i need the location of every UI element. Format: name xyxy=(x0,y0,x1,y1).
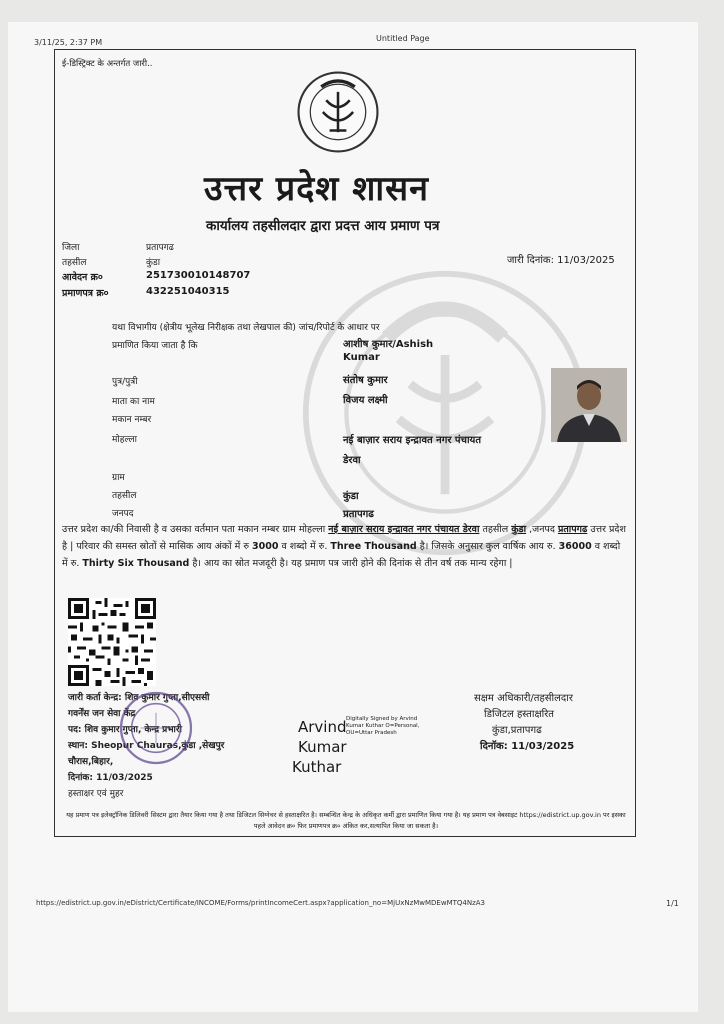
tehsil2-label: तहसील xyxy=(112,491,137,501)
signer-name-3: Kuthar xyxy=(292,758,342,776)
intro-line-2: प्रमाणित किया जाता है कि xyxy=(112,341,198,351)
print-page-count: 1/1 xyxy=(666,899,679,908)
up-government-emblem-icon xyxy=(296,70,380,154)
father-label: पुत्र/पुत्री xyxy=(112,377,138,387)
applicant-photo xyxy=(551,368,627,442)
top-note: ई-डिस्ट्रिक्ट के अन्तर्गत जारी.. xyxy=(62,59,153,69)
house-label: मकान नम्बर xyxy=(112,415,152,425)
locality-value: नई बाज़ार सराय इन्द्रावत नगर पंचायत xyxy=(343,435,482,446)
print-page-title: Untitled Page xyxy=(376,34,430,43)
certificate-number: 432251040315 xyxy=(146,286,230,297)
locality-label: मोहल्ला xyxy=(112,435,137,445)
qr-code-icon[interactable] xyxy=(68,598,156,686)
issuer-sign-label: हस्ताक्षर एवं मुहर xyxy=(68,789,124,799)
csc-round-stamp-icon xyxy=(118,690,194,766)
issuer-line-4: स्थान: Sheopur Chauras,कुंडा ,सेखपुर xyxy=(68,741,225,751)
applicant-name-line-1: आशीष कुमार/Ashish xyxy=(343,339,434,350)
authority-line-3: कुंडा,प्रतापगढ xyxy=(492,725,542,736)
mother-label: माता का नाम xyxy=(112,397,155,407)
issuer-date: दिनांक: 11/03/2025 xyxy=(68,773,153,783)
page-title: उत्तर प्रदेश शासन xyxy=(204,169,430,209)
issuer-line-5: चौरास,बिहार, xyxy=(68,757,114,767)
tehsil-label: तहसील xyxy=(62,258,87,268)
father-name: संतोष कुमार xyxy=(343,375,388,386)
intro-line-1: यथा विभागीय (क्षेत्रीय भूलेख निरीक्षक तथा लेखपाल की) जांच/रिपोर्ट के आधार पर xyxy=(112,323,380,333)
locality-value-2: डेरवा xyxy=(343,455,361,466)
issuer-line-2: गवर्नेंस जन सेवा केंद्र xyxy=(68,709,136,719)
issuer-line-3: पद: शिव कुमार गुप्ता, केन्द्र प्रभारी xyxy=(68,725,182,735)
tehsil2-value: कुंडा xyxy=(343,491,359,502)
signer-name-1: Arvind xyxy=(298,718,347,736)
verification-note: यह प्रमाण पत्र इलेक्ट्रॉनिक डिलिवरी सिस्टम द्वारा तैयार किया गया है तथा डिजिटल सिग्नेचर से हस्ताक्षरित है। सम्बन्धित केन्द्र के अधिकृत कर्मी द्वारा प्रमाणित किया गया है। यह प्रमाण पत्र वेबसाइट https://edistrict.up.gov.in पर इसका पहले आवेदन क्र० फिर प्रमाणपत्र क्र० अंकित कर,सत्यापित किया जा सकता है। xyxy=(66,811,626,830)
digital-signature-line-1: Digitally Signed by Arvind xyxy=(346,716,418,722)
janpad-label: जनपद xyxy=(112,509,134,519)
issuer-line-1: जारी कर्ता केन्द्र: शिव कुमार गुप्ता,सीएससी xyxy=(68,693,210,703)
tehsil-value: कुंडा xyxy=(146,258,161,268)
village-label: ग्राम xyxy=(112,473,125,483)
print-url: https://edistrict.up.gov.in/eDistrict/Certificate/INCOME/Forms/printIncomeCert.aspx?application_no=MjUxNzMwMDEwMTQ4NzA3 xyxy=(36,899,486,907)
digital-signature-line-2: Kumar Kuthar O=Personal, xyxy=(346,723,420,729)
district-label: जिला xyxy=(62,243,80,253)
authority-line-2: डिजिटल हस्ताक्षरित xyxy=(484,709,554,720)
page-subtitle: कार्यालय तहसीलदार द्वारा प्रदत्त आय प्रमाण पत्र xyxy=(206,218,440,234)
district-value: प्रतापगढ xyxy=(146,243,174,253)
authority-line-1: सक्षम अधिकारी/तहसीलदार xyxy=(474,693,573,704)
mother-name: विजय लक्ष्मी xyxy=(343,395,388,406)
application-label: आवेदन क्र० xyxy=(62,272,103,283)
digital-signature-line-3: OU=Uttar Pradesh xyxy=(346,730,397,736)
authority-date: दिनॉक: 11/03/2025 xyxy=(480,741,575,752)
application-number: 251730010148707 xyxy=(146,270,251,281)
certificate-statement: उत्तर प्रदेश का/की निवासी है व उसका वर्तमान पता मकान नम्बर ग्राम मोहल्ला नई बाज़ार सराय इन्द्रावत नगर पंचायत डेरवा तहसील कुंडा ,जनपद प्रतापगढ उत्तर प्रदेश है | परिवार की समस्त स्रोतों से मासिक आय अंकों में रु 3000 व शब्दो में रु. Three Thousand है। जिसके अनुसार कुल वार्षिक आय रु. 36000 व शब्दो में रु. Thirty Six Thousand है। आय का स्रोत मजदूरी है। यह प्रमाण पत्र जारी होने की दिनांक से तीन वर्ष तक मान्य रहेगा | xyxy=(62,524,626,569)
certificate-label: प्रमाणपत्र क्र० xyxy=(62,288,109,299)
signer-name-2: Kumar xyxy=(298,738,347,756)
applicant-name-line-2: Kumar xyxy=(343,352,380,363)
janpad-value: प्रतापगढ xyxy=(343,509,374,520)
issue-date: जारी दिनांक: 11/03/2025 xyxy=(507,255,615,266)
print-datetime: 3/11/25, 2:37 PM xyxy=(34,38,103,47)
